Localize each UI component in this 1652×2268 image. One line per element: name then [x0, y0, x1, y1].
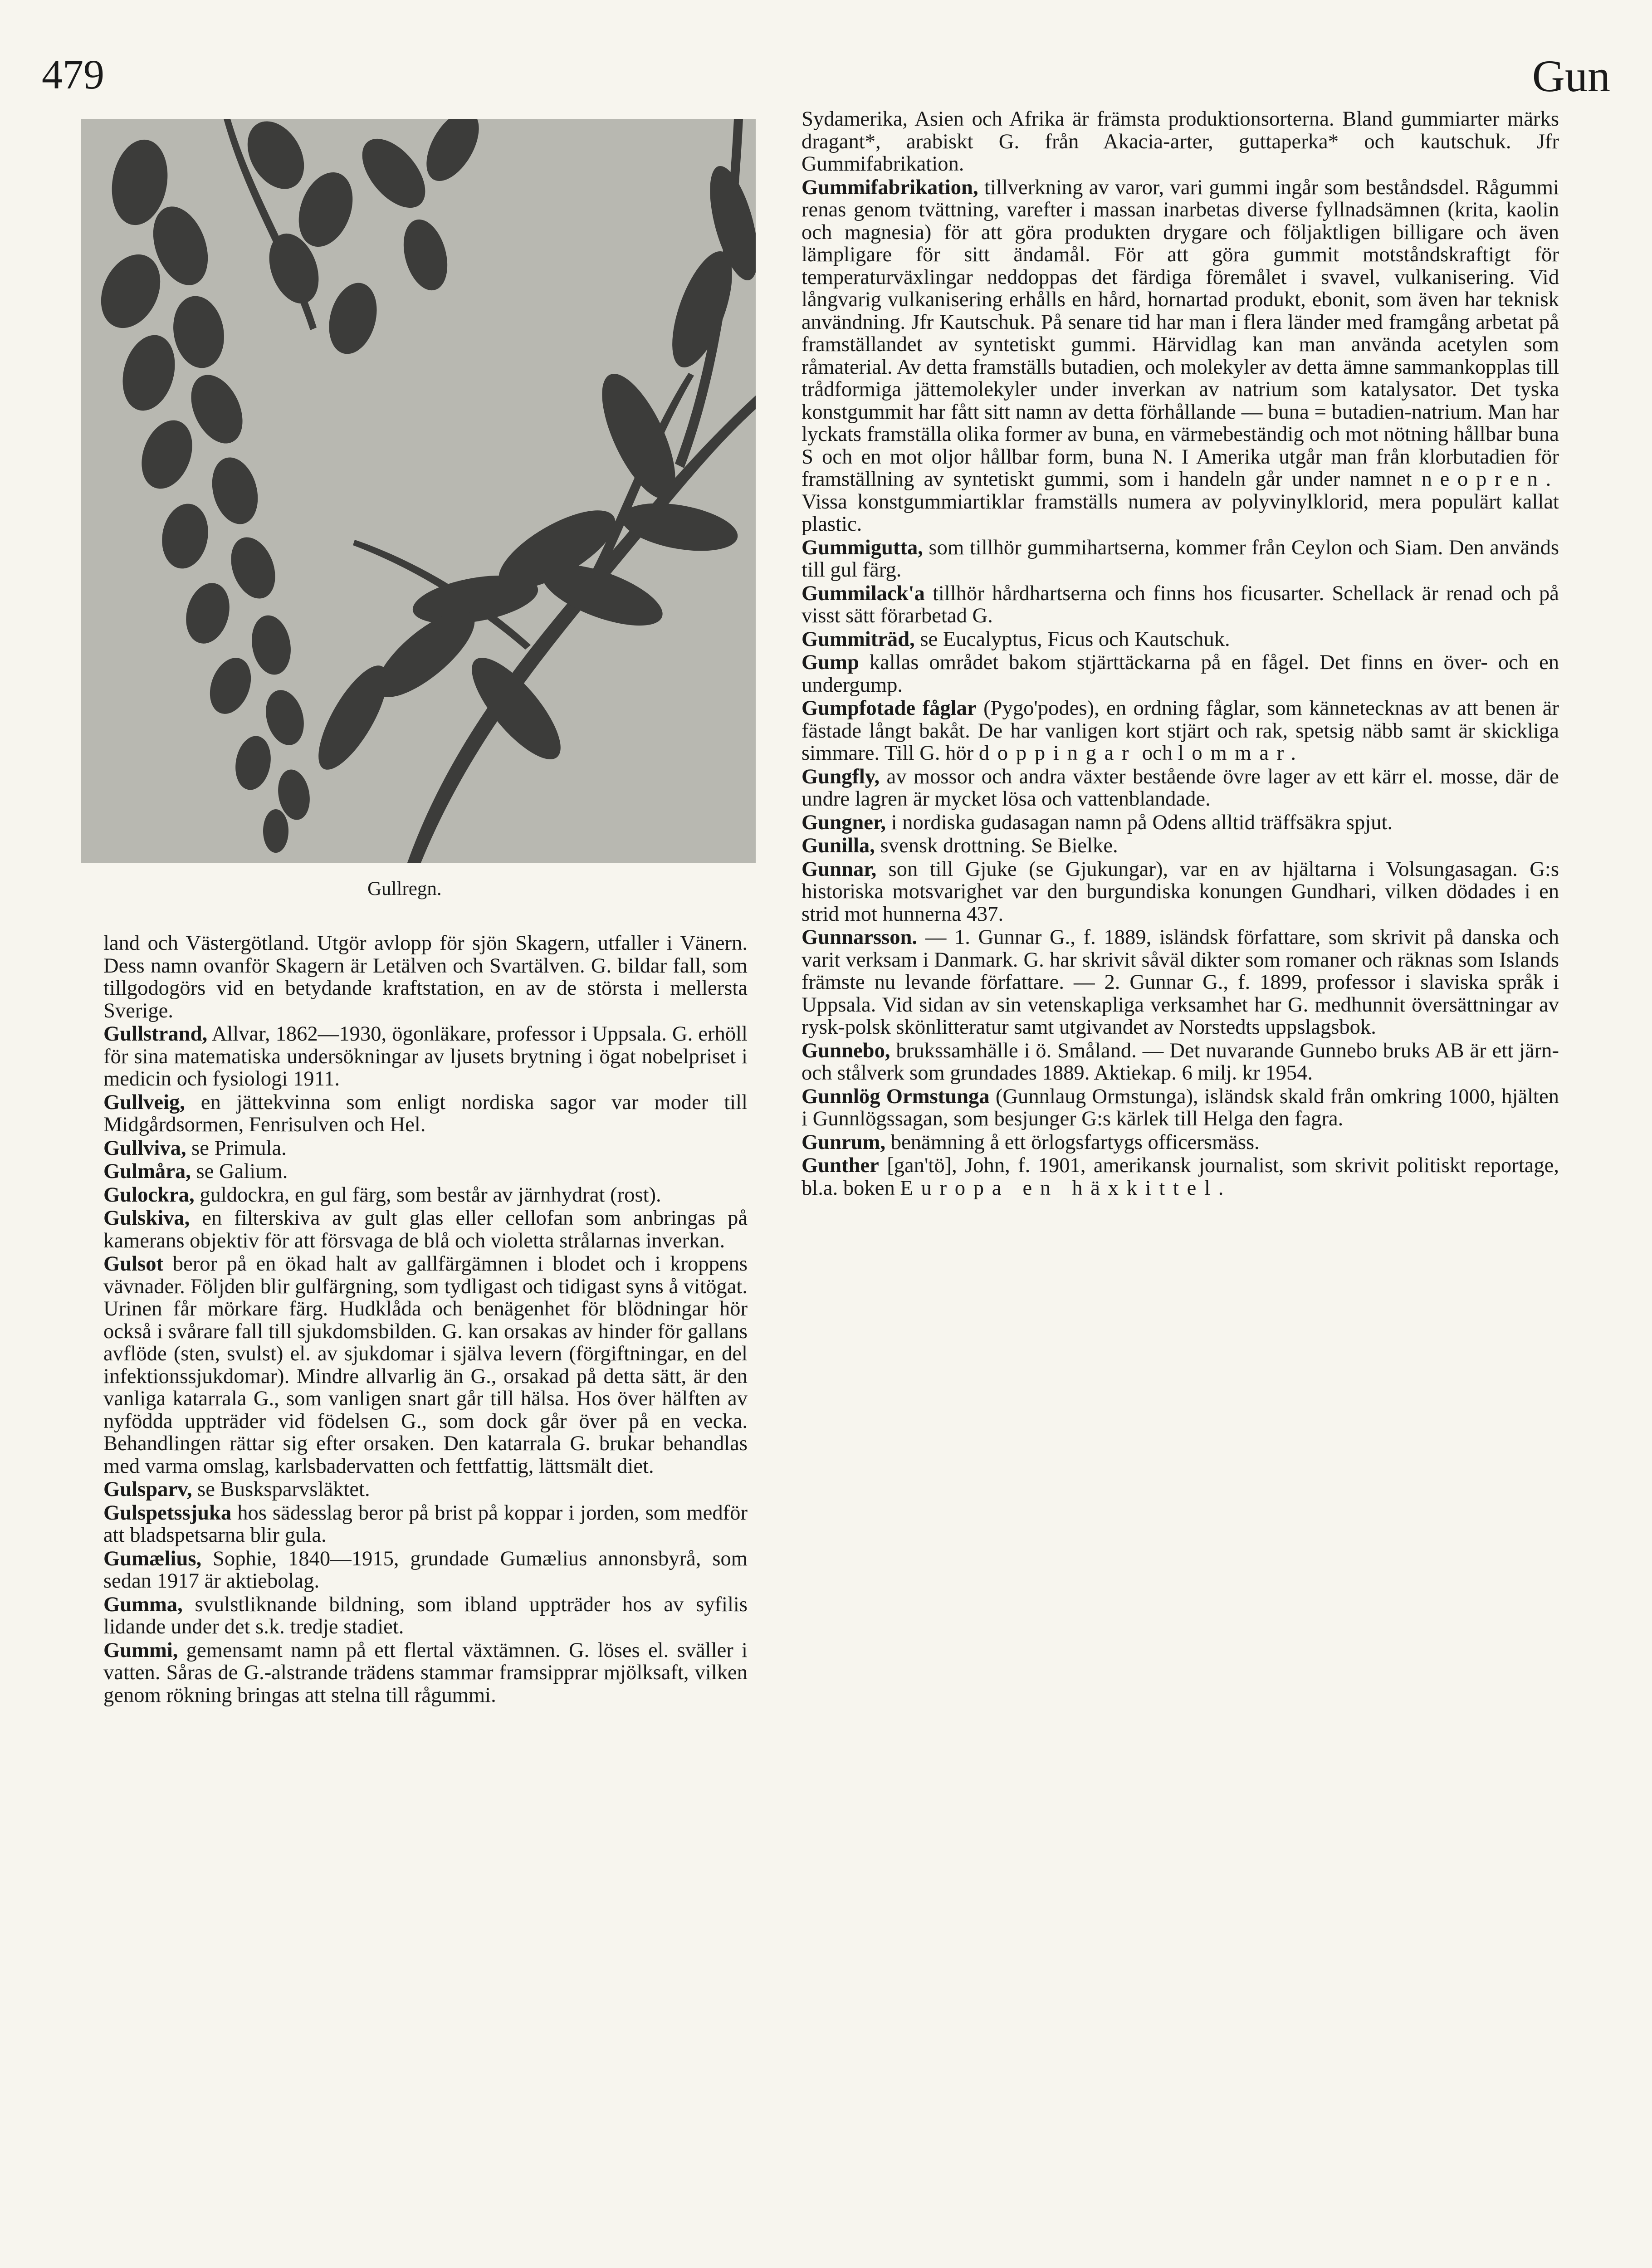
left-intro: land och Västergötland. Utgör avlopp för sjön Skagern, utfaller i Vänern. Dess namn ovanför Skagern är Letälven och Svartälven. G. bildar fall, som tillgodogörs vid en betydande kraftstation, en av de största i mellersta Sverige. — [103, 931, 748, 1022]
entry — [103, 1253, 748, 1477]
entry-text: en filterskiva av gult glas eller cellofan som anbringas på kamerans objektiv för att försvaga de blå och violetta strålarnas inverkan. — [103, 1206, 748, 1252]
entry-text: i nordiska gudasagan namn på Odens alltid träffsäkra spjut. — [886, 810, 1393, 834]
entry-text: — 1. Gunnar G., f. 1889, isländsk författare, som skrivit på danska och varit verksam i Danmark. G. har skrivit såväl dikter som romaner och räknas som Islands främste nu levande författare. — 2. Gunnar G., f. 1899, professor i slaviska språk i Uppsala. Vid sidan av sin vetenskapliga verksamhet har G. medhunnit översättningar av rysk-polsk skönlitteratur samt utgivandet av Norstedts uppslagsbok. — [802, 925, 1559, 1039]
entry-headword: Gump — [802, 650, 859, 674]
running-head: Gun — [1532, 51, 1610, 101]
entry-headword: Gummiträd, — [802, 627, 915, 651]
entry — [103, 1091, 748, 1136]
entry-text: som tillhör gummihartserna, kommer från Ceylon och Siam. Den används till gul färg. — [802, 535, 1559, 582]
entry-text: Sophie, 1840—1915, grundade Gumælius annonsbyrå, som sedan 1917 är aktiebolag. — [103, 1546, 748, 1593]
entry-text: svensk drottning. Se Bielke. — [875, 834, 1118, 857]
entry — [802, 766, 1559, 811]
spaced-term: Europa en häxkittel. — [900, 1176, 1232, 1200]
entry — [103, 1593, 748, 1638]
entry-text: brukssamhälle i ö. Småland. — Det nuvarande Gunnebo bruks AB är ett järn- och stålverk som grundades 1889. Aktiekap. 6 milj. kr 1954. — [802, 1038, 1559, 1085]
entry-headword: Gumma, — [103, 1592, 183, 1616]
entry-text: son till Gjuke (se Gjukungar), var en av hjältarna i Volsungasagan. G:s historiska motsvarighet var den burgundiska konungen Gundhari, vilken dödades i en strid mot hunnerna 437. — [802, 857, 1559, 926]
entry-text: tillhör hårdhartserna och finns hos ficusarter. Schellack är renad och på visst sätt förarbetad G. — [802, 581, 1559, 627]
entry — [802, 537, 1559, 582]
entry-headword: Gulspetssjuka — [103, 1501, 232, 1525]
entry — [103, 1137, 748, 1160]
entry-text: svulstliknande bildning, som ibland uppträder hos av syfilis lidande under det s.k. tredje stadiet. — [103, 1592, 748, 1638]
entry-text: kallas området bakom stjärttäckarna på en fågel. Det finns en över- och en undergump. — [802, 650, 1559, 697]
entry — [802, 1040, 1559, 1085]
entry — [802, 1085, 1559, 1130]
entry-text: hos sädesslag beror på brist på koppar i jorden, som medför att bladspetsarna blir gula. — [103, 1501, 748, 1547]
entry-headword: Gummifabrikation, — [802, 175, 978, 199]
entry-text: tillverkning av varor, vari gummi ingår som beståndsdel. Rågummi renas genom tvättning, varefter i massan inarbetas diverse fyllnadsämnen (krita, kaolin och magnesia) för att göra produkten drygare och följaktligen billigare och även lämpligare för sitt ändamål. För att göra gummit motståndskraftigt för temperaturväxlingar neddoppas det färdiga föremålet i svavel, vulkanisering. Vid långvarig vulkanisering erhålls en hård, hornartad produkt, ebonit, som även har teknisk användning. Jfr Kautschuk. På senare tid har man i flera länder med framgång arbetat på framställandet av syntetiskt gummi. Härvidlag kan man använda acetylen som råmaterial. Av detta framställs butadien, och molekyler av detta ämne sammankopplas till trådformiga jättemolekyler under inverkan av natrium som katalysator. Det tyska konstgummit har fått sitt namn av detta förhållande — buna = butadien-natrium. Man har lyckats framställa olika former av buna, en värmebeständig och mot nötning hållbar buna S och en mot oljor hållbar form, buna N. I Amerika utgår man från klorbutadien för framställning av syntetiskt gummi, som i handeln går under namnet — [802, 175, 1559, 491]
entry-headword: Gummigutta, — [802, 535, 923, 559]
entry-headword: Gumpfotade fåglar — [802, 696, 977, 720]
page-number: 479 — [42, 51, 104, 98]
spaced-term: doppingar — [978, 741, 1137, 765]
entry-text: Allvar, 1862—1930, ögonläkare, professor i Uppsala. G. erhöll för sina matematiska undersökningar av ljusets brytning i ögat nobelpriset i medicin och fysiologi 1911. — [103, 1022, 748, 1090]
entry-headword: Gummi, — [103, 1638, 178, 1662]
entry-headword: Gulsot — [103, 1252, 164, 1276]
entry-text: [gan'tö], John, f. 1901, amerikansk journalist, som skrivit politiskt reportage, bl.a. boken — [802, 1154, 1559, 1200]
entry-text: Vissa konstgummiartiklar framställs numera av polyvinylklorid, mera populärt kallat plastic. — [802, 489, 1559, 536]
entry-text: se Eucalyptus, Ficus och Kautschuk. — [914, 627, 1230, 651]
entry-headword: Gunnebo, — [802, 1038, 890, 1062]
entry — [103, 1478, 748, 1501]
entry-text: se Busksparvsläktet. — [192, 1477, 370, 1501]
entry-text: se Galium. — [191, 1159, 288, 1183]
left-column — [103, 932, 748, 1706]
figure-caption: Gullregn. — [367, 878, 442, 899]
entry — [802, 1131, 1559, 1154]
entry-text: guldockra, en gul färg, som består av järnhydrat (rost). — [194, 1183, 661, 1207]
entry-text: se Primula. — [186, 1136, 287, 1160]
spaced-term: neopren. — [1421, 467, 1559, 491]
entry — [103, 1502, 748, 1547]
entry-headword: Gullveig, — [103, 1090, 185, 1114]
entry-headword: Gulmåra, — [103, 1159, 191, 1183]
entry-text: (Pygo'podes), en ordning fåglar, som kännetecknas av att benen är fästade långt bakåt. De har vanligen kort stjärt och rak, spetsig näbb samt är skickliga simmare. Till G. hör — [802, 696, 1559, 765]
entry-text: (Gunnlaug Ormstunga), isländsk skald från omkring 1000, hjälten i Gunnlögssagan, som besjunger G:s kärlek till Helga den fagra. — [802, 1084, 1559, 1130]
entry-headword: Gunilla, — [802, 834, 875, 857]
entry-headword: Gungfly, — [802, 764, 880, 788]
entry-text: en jättekvinna som enligt nordiska sagor var moder till Midgårdsormen, Fenrisulven och Hel. — [103, 1090, 748, 1136]
entry-headword: Gullstrand, — [103, 1022, 208, 1046]
entry-headword: Gunther — [802, 1154, 879, 1177]
entry-headword: Gulskiva, — [103, 1206, 190, 1230]
spaced-term: lommar. — [1178, 741, 1304, 765]
entry — [103, 1160, 748, 1183]
entry-text: beror på en ökad halt av gallfärgämnen i blodet och i kroppens vävnader. Följden blir gulfärgning, som tydligast och tidigast syns å vitögat. Urinen får mörkare färg. Hudklåda och benägenhet för blödningar hör också i svårare fall till sjukdomsbilden. G. kan orsakas av hinder för gallans avflöde (sten, svulst) el. av sjukdomar i själva levern (förgiftningar, en del infektionssjukdomar). Mindre allvarlig än G., orsakad på detta sätt, är den vanliga katarrala G., som vanligen snart går till hälsa. Hos över hälften av nyfödda uppträder vid födelsen G., som dock går över på en vecka. Behandlingen rättar sig efter orsaken. Den katarrala G. brukar behandlas med varma omslag, karlsbadervatten och fettfattig, lättsmält diet. — [103, 1252, 748, 1478]
entry — [802, 582, 1559, 627]
entry-headword: Gummilack'a — [802, 581, 925, 605]
right-column — [802, 108, 1559, 1199]
entry-headword: Gunrum, — [802, 1130, 886, 1154]
entry-headword: Gulsparv, — [103, 1477, 192, 1501]
entry-text: och — [1137, 741, 1178, 765]
entry — [802, 835, 1559, 857]
entry-headword: Gunnarsson. — [802, 925, 918, 949]
entry — [103, 1639, 748, 1707]
right-intro: Sydamerika, Asien och Afrika är främsta produktionsorterna. Bland gummiarter märks dragant*, arabiskt G. från Akacia-arter, guttaperka* och kautschuk. Jfr Gummifabrikation. — [802, 107, 1559, 176]
entry-headword: Gunnlög Ormstunga — [802, 1084, 990, 1108]
entry-headword: Gunnar, — [802, 857, 877, 881]
entry — [103, 1548, 748, 1593]
entry — [103, 1207, 748, 1252]
entry-headword: Gulockra, — [103, 1183, 195, 1207]
entry — [802, 811, 1559, 834]
entry — [802, 858, 1559, 926]
entry — [802, 697, 1559, 765]
entry — [802, 926, 1559, 1039]
entry — [103, 1023, 748, 1090]
gullregn-photo — [81, 119, 756, 863]
entry-headword: Gullviva, — [103, 1136, 186, 1160]
entry — [103, 1184, 748, 1207]
entry-headword: Gumælius, — [103, 1546, 202, 1570]
entry — [802, 628, 1559, 651]
entry — [802, 1154, 1559, 1199]
entry — [802, 176, 1559, 536]
entry-text: benämning å ett örlogsfartygs officersmäss. — [885, 1130, 1260, 1154]
entry-text: gemensamt namn på ett flertal växtämnen. G. löses el. sväller i vatten. Såras de G.-alstrande trädens stammar framsipprar mjölksaft, vilken genom rökning bringas att stelna till rågummi. — [103, 1638, 748, 1707]
entry-text: av mossor och andra växter bestående övre lager av ett kärr el. mosse, där de undre lagren är mycket lösa och vattenblandade. — [802, 764, 1559, 811]
entry-headword: Gungner, — [802, 810, 886, 834]
entry — [802, 651, 1559, 696]
